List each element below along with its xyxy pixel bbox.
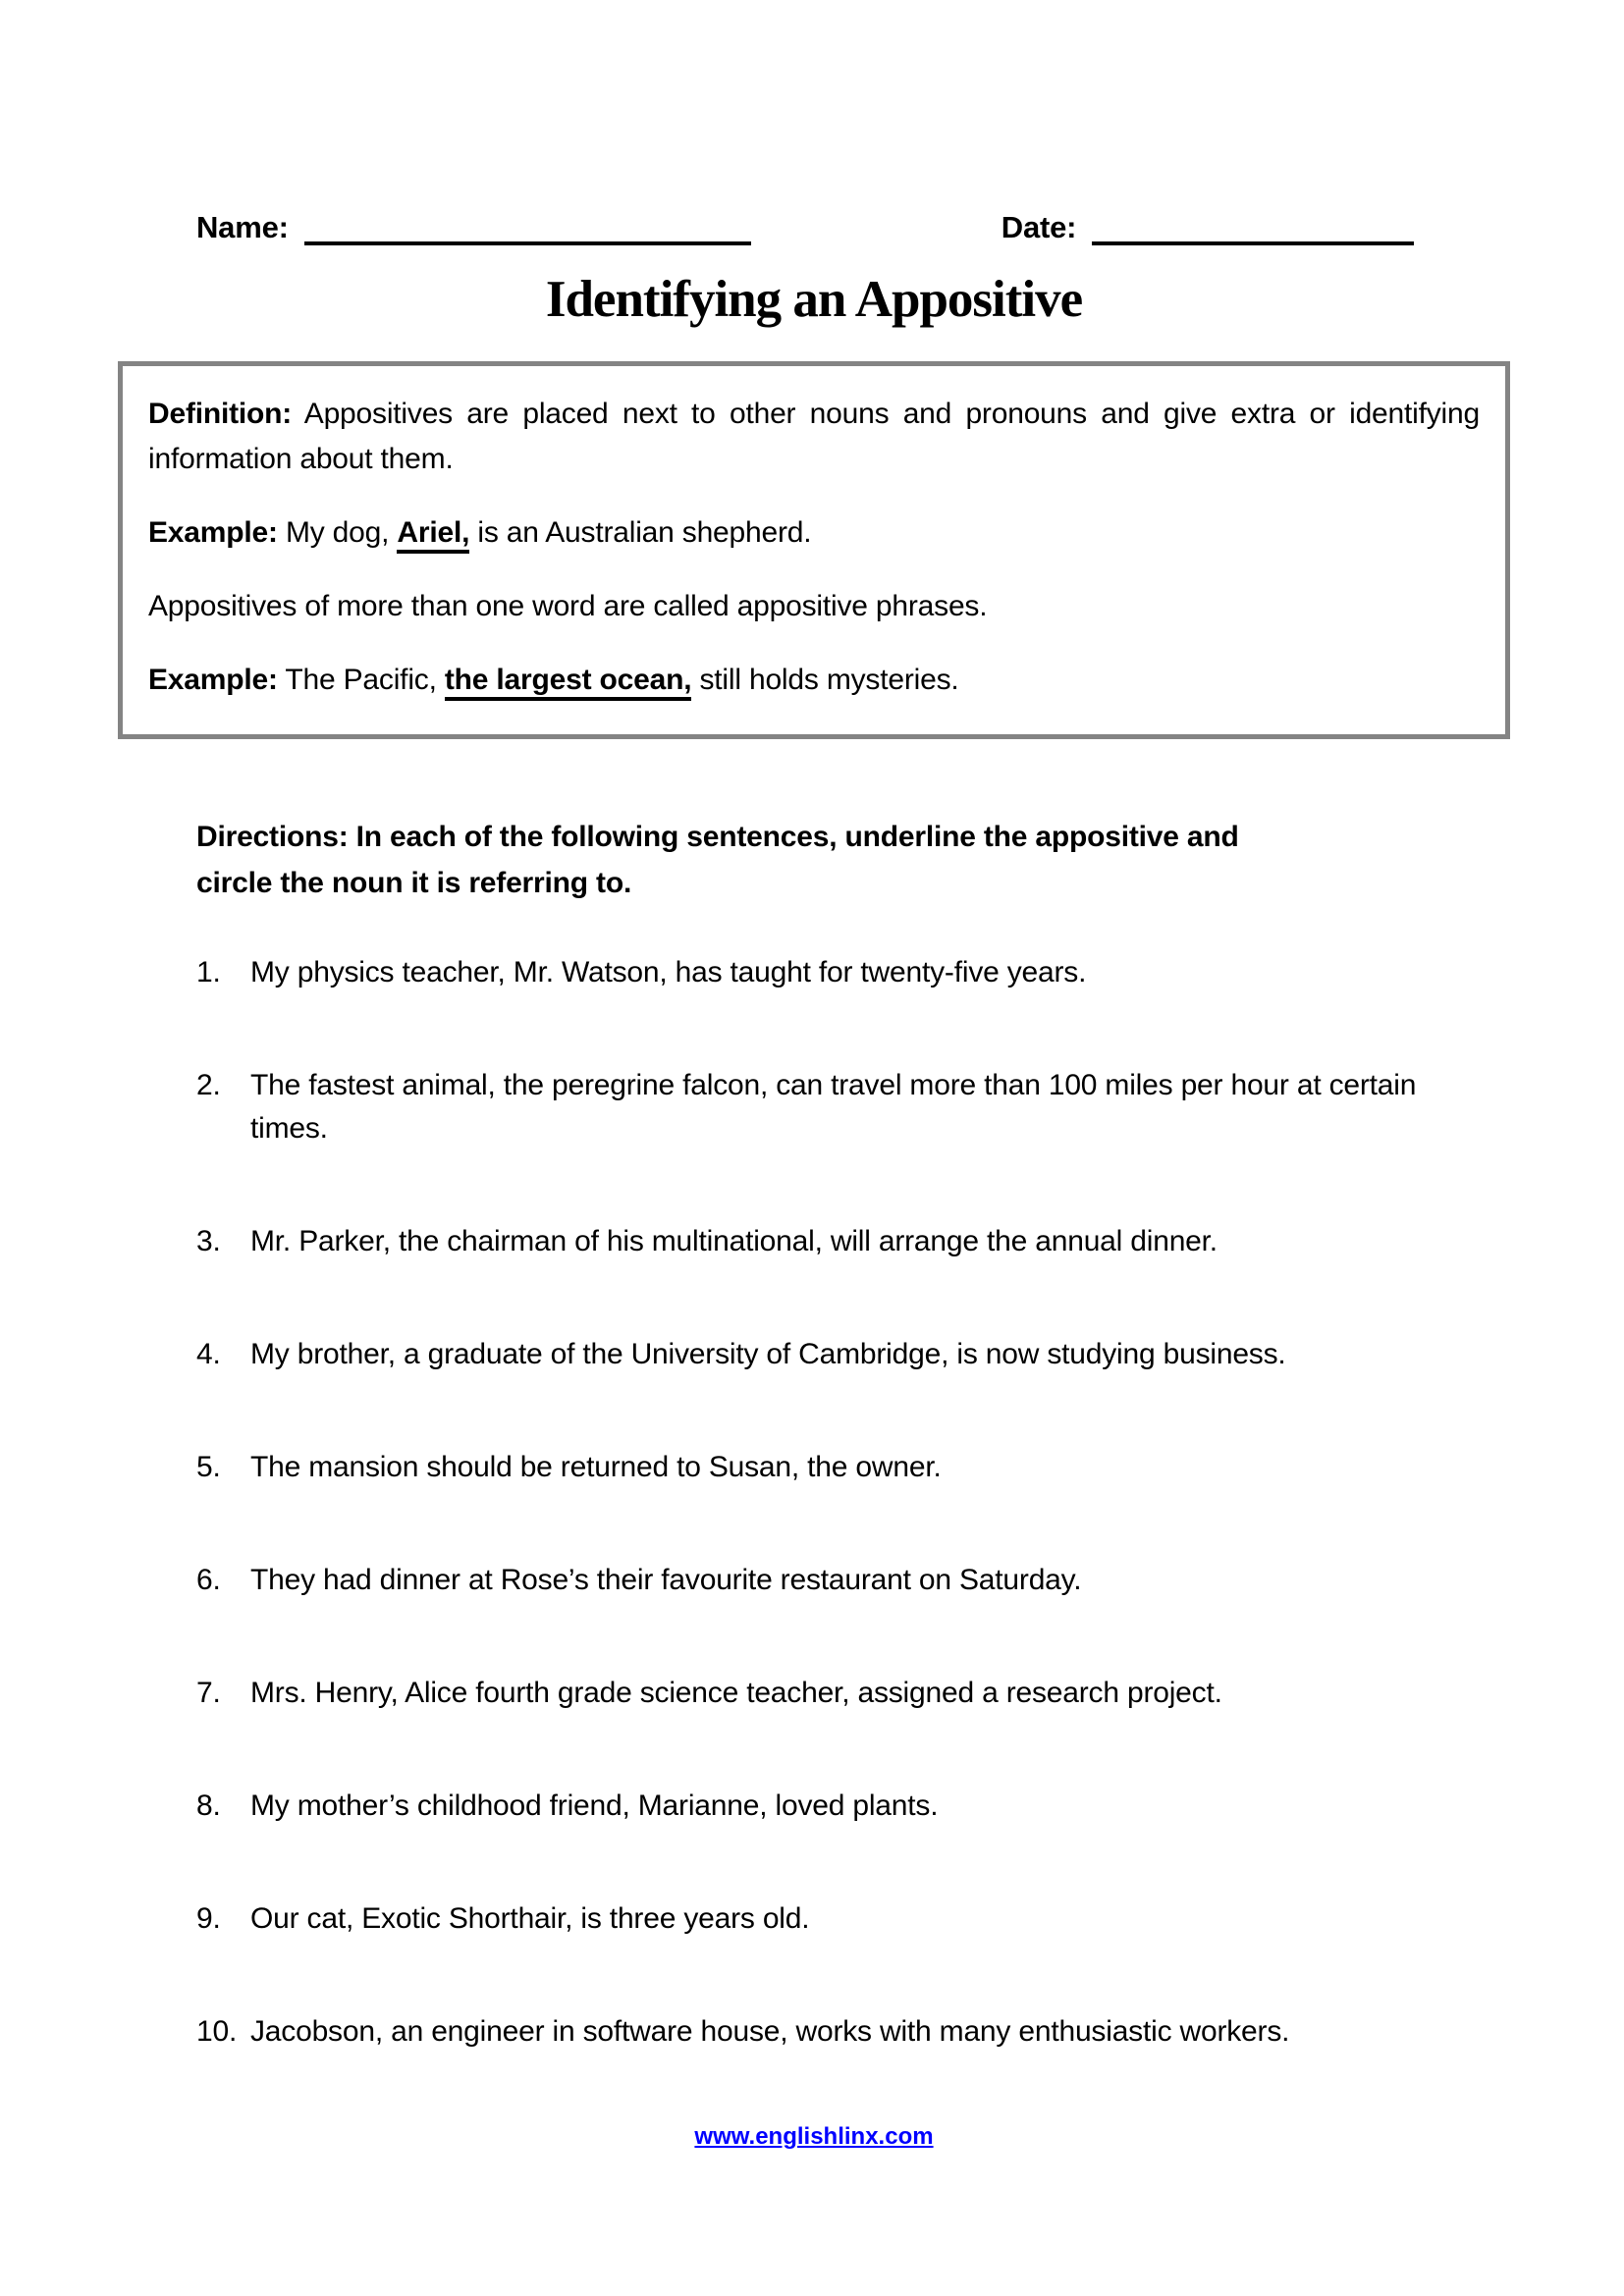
phrase-note: Appositives of more than one word are called appositive phrases. [148, 590, 988, 622]
sentence-text: The fastest animal, the peregrine falcon, can travel more than 100 miles per hour at certain times. [250, 1069, 1417, 1145]
footer-link[interactable]: www.englishlinx.com [694, 2123, 934, 2150]
name-label: Name: [196, 210, 289, 244]
directions-text: Directions: In each of the following sentences, underline the appositive and circle the noun it is referring to. [196, 821, 1239, 899]
sentence-text: Our cat, Exotic Shorthair, is three years old. [250, 1902, 810, 1935]
name-blank-line [304, 210, 751, 245]
sentence-text: My brother, a graduate of the University of Cambridge, is now studying business. [250, 1338, 1286, 1370]
example-1-pre: My dog, [285, 516, 390, 549]
definition-text: Appositives are placed next to other nouns and pronouns and give extra or identifying information about them. [148, 398, 1480, 475]
example-1-appositive: Ariel, [397, 516, 469, 554]
sentence-number: 8. [196, 1789, 221, 1822]
sentence-number: 4. [196, 1338, 221, 1370]
example-2-pre: The Pacific, [285, 664, 437, 696]
sentence-row [196, 2010, 1510, 2054]
sentence-number: 10. [196, 2015, 238, 2048]
sentence-number: 2. [196, 1069, 221, 1101]
sentence-text: They had dinner at Rose’s their favourite restaurant on Saturday. [250, 1564, 1082, 1596]
date-blank-line [1092, 210, 1414, 245]
definition-paragraph [148, 392, 1480, 482]
definition-label: Definition: [148, 398, 293, 430]
name-date-row [196, 206, 1510, 245]
date-label: Date: [1001, 210, 1077, 244]
example-2-appositive: the largest ocean, [445, 664, 692, 701]
sentence-text: Mrs. Henry, Alice fourth grade science teacher, assigned a research project. [250, 1677, 1222, 1709]
sentence-text: My mother’s childhood friend, Marianne, loved plants. [250, 1789, 939, 1822]
example-2-label: Example: [148, 664, 278, 696]
example-2 [148, 658, 1480, 703]
sentence-number: 3. [196, 1225, 221, 1257]
sentence-row [196, 951, 1510, 994]
example-1 [148, 510, 1480, 556]
page-title: Identifying an Appositive [545, 271, 1083, 328]
sentence-row [196, 1559, 1510, 1602]
sentence-number: 7. [196, 1677, 221, 1709]
sentence-text: My physics teacher, Mr. Watson, has taught for twenty-five years. [250, 956, 1087, 988]
example-1-label: Example: [148, 516, 278, 549]
definition-box [118, 361, 1510, 739]
sentence-row [196, 1897, 1510, 1941]
sentence-row [196, 1672, 1510, 1715]
footer [118, 2123, 1510, 2151]
sentence-number: 6. [196, 1564, 221, 1596]
sentence-text: The mansion should be returned to Susan, the owner. [250, 1451, 942, 1483]
sentence-list [196, 951, 1510, 2054]
sentence-row [196, 1446, 1510, 1489]
sentence-row [196, 1064, 1510, 1150]
sentence-number: 1. [196, 956, 221, 988]
example-1-post: is an Australian shepherd. [477, 516, 812, 549]
sentence-text: Jacobson, an engineer in software house, works with many enthusiastic workers. [250, 2015, 1290, 2048]
sentence-row [196, 1333, 1510, 1376]
sentence-row [196, 1220, 1510, 1263]
sentence-text: Mr. Parker, the chairman of his multinational, will arrange the annual dinner. [250, 1225, 1218, 1257]
example-2-post: still holds mysteries. [699, 664, 959, 696]
sentence-row [196, 1785, 1510, 1828]
sentence-number: 5. [196, 1451, 221, 1483]
sentence-number: 9. [196, 1902, 221, 1935]
